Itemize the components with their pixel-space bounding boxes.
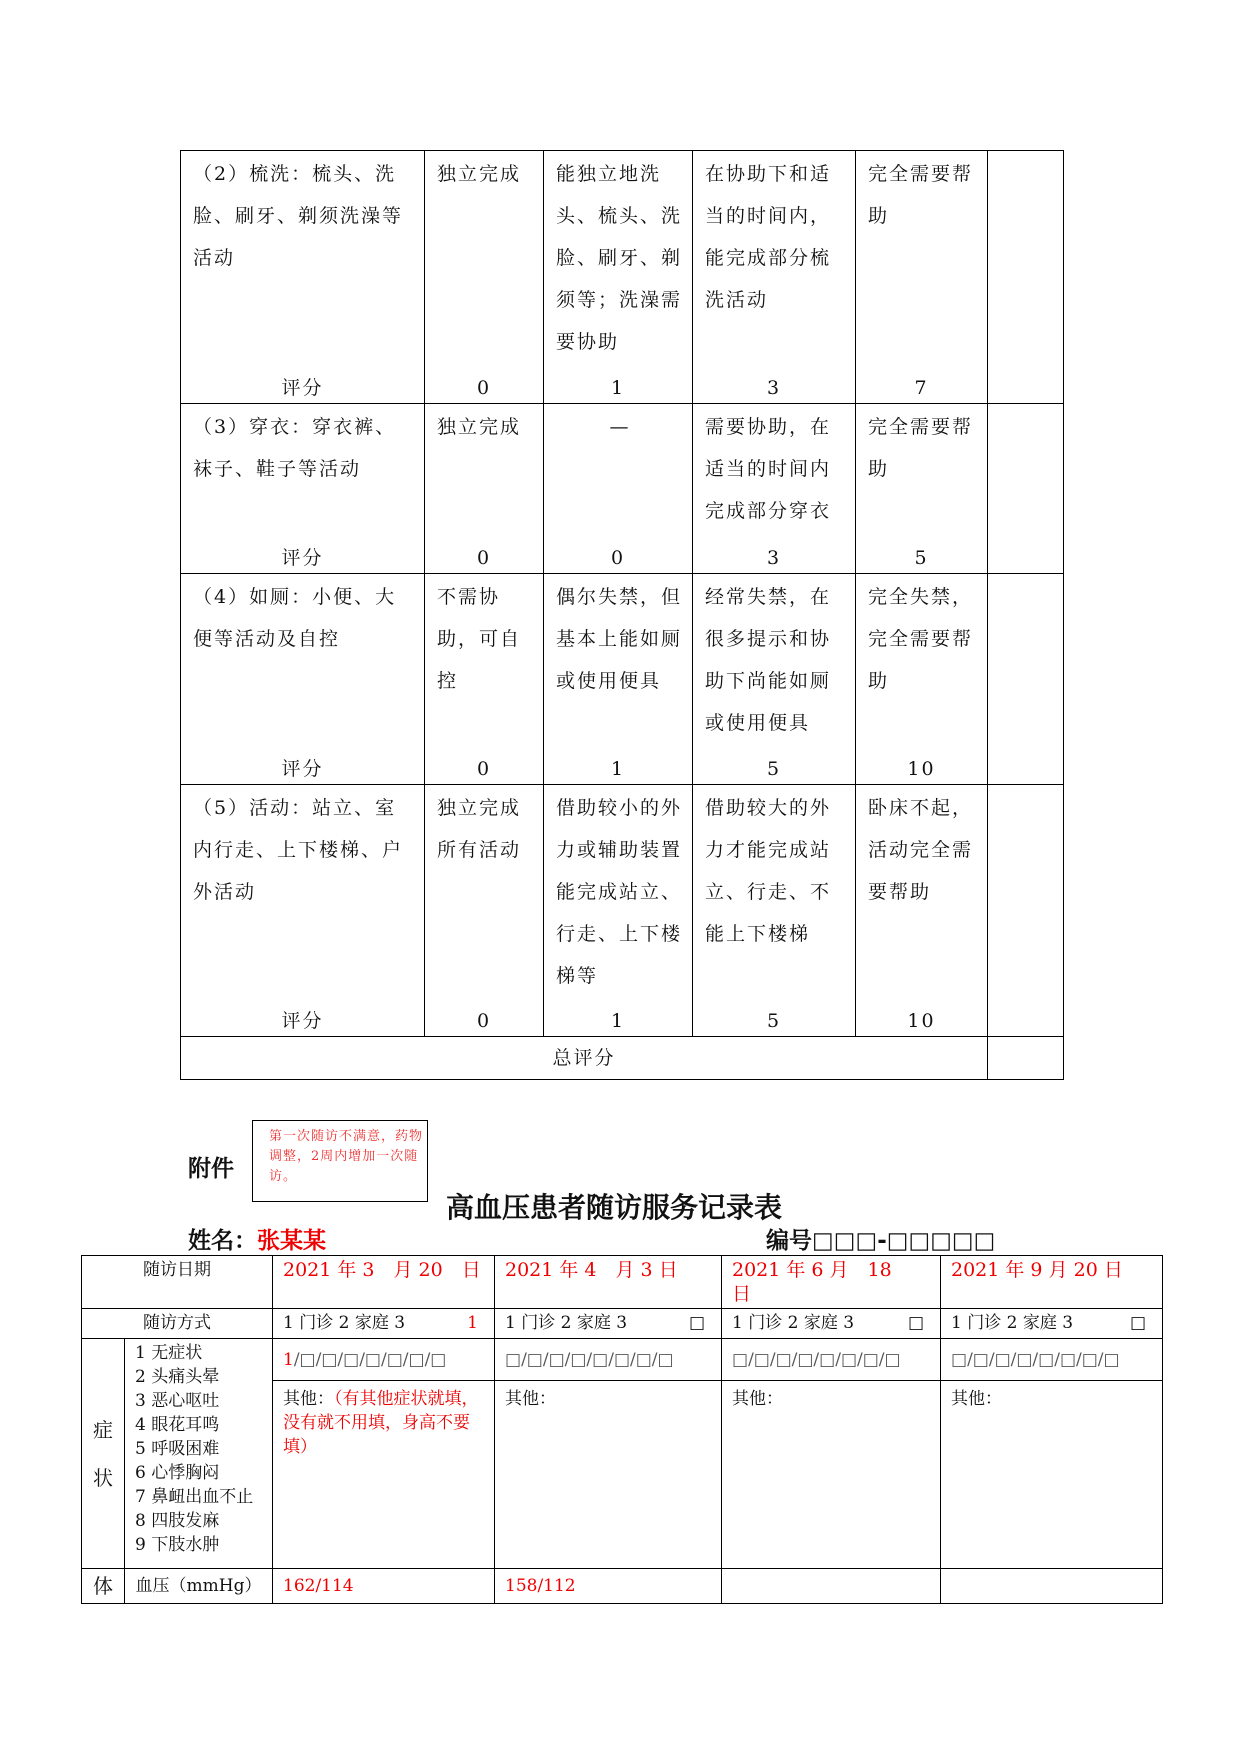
visit-date[interactable]: 2021 年 9 月 20 日 [941, 1256, 1163, 1309]
followup-table [81, 1255, 1163, 1604]
level-score: 1 [610, 758, 626, 780]
symptom-rest: /□/□/□/□/□/□/□ [293, 1349, 447, 1370]
score-label: 评分 [281, 377, 324, 399]
adl-level-cell [544, 404, 693, 574]
symptom-rest: /□/□/□/□/□/□/□ [521, 1349, 674, 1370]
level-desc: 卧床不起，活动完全需要帮助 [868, 797, 974, 903]
attachment-label: 附件 [188, 1156, 234, 1182]
level-desc: 借助较大的外力才能完成站立、行走、不能上下楼梯 [705, 797, 832, 945]
method-value: □ [1129, 1313, 1146, 1333]
level-score: 3 [766, 377, 782, 399]
adl-row [181, 785, 1064, 1037]
adl-item-text: （4）如厕：小便、大便等活动及自控 [193, 586, 397, 650]
level-desc: 完全需要帮助 [868, 416, 974, 480]
symptom-rest: /□/□/□/□/□/□/□ [967, 1349, 1120, 1370]
total-score-label: 总评分 [181, 1037, 988, 1080]
score-input-cell[interactable] [988, 404, 1064, 574]
symptom-group-label: 症 状 [82, 1339, 125, 1569]
level-desc: 经常失禁，在很多提示和协助下尚能如厕或使用便具 [705, 586, 832, 734]
method-options: 1 门诊 2 家庭 3 [283, 1313, 406, 1333]
adl-level-cell [693, 151, 856, 404]
symptom-option: 5 呼吸困难 [135, 1439, 220, 1459]
symptom-first: □ [732, 1349, 749, 1370]
level-desc: 偶尔失禁，但基本上能如厕或使用便具 [556, 586, 683, 692]
annotation-note: 第一次随访不满意，药物调整，2周内增加一次随访。 [252, 1120, 428, 1202]
name-value[interactable]: 张某某 [257, 1228, 326, 1254]
name-label: 姓名： [188, 1228, 257, 1254]
level-score: 1 [610, 377, 626, 399]
adl-level-cell [693, 785, 856, 1037]
level-desc: 完全失禁，完全需要帮助 [868, 586, 974, 692]
adl-item-cell [181, 574, 425, 785]
bp-value[interactable]: 162/114 [273, 1569, 495, 1604]
other-value: （有其他症状就填，没有就不用填，身高不要填） [283, 1389, 479, 1457]
bp-value[interactable]: 158/112 [495, 1569, 722, 1604]
adl-level-cell [856, 404, 988, 574]
level-score: 7 [914, 377, 929, 399]
visit-date[interactable]: 2021 年 6 月 18 日 [722, 1256, 941, 1309]
level-desc: 独立完成 [437, 416, 522, 438]
symptom-option: 8 四肢发麻 [135, 1511, 220, 1531]
method-value: 1 [467, 1313, 478, 1333]
adl-row [181, 404, 1064, 574]
symptom-selection[interactable] [273, 1339, 495, 1381]
adl-item-text: （3）穿衣：穿衣裤、袜子、鞋子等活动 [193, 416, 397, 480]
score-input-cell[interactable] [988, 574, 1064, 785]
method-value: □ [688, 1313, 705, 1333]
score-input-cell[interactable] [988, 151, 1064, 404]
other-symptoms[interactable] [941, 1381, 1163, 1569]
method-options: 1 门诊 2 家庭 3 [732, 1313, 855, 1333]
other-label: 其他： [505, 1389, 556, 1409]
symptom-selection[interactable] [941, 1339, 1163, 1381]
level-desc: 完全需要帮助 [868, 163, 974, 227]
adl-row [181, 151, 1064, 404]
level-desc: — [609, 416, 631, 438]
level-desc: 借助较小的外力或辅助装置能完成站立、行走、上下楼梯等 [556, 797, 683, 987]
level-desc: 能独立地洗头、梳头、洗脸、刷牙、剃须等；洗澡需要协助 [556, 163, 683, 353]
symptom-option: 9 下肢水肿 [135, 1535, 220, 1555]
level-score: 5 [914, 547, 929, 569]
total-score-row [181, 1037, 1064, 1080]
level-desc: 不需协助，可自控 [437, 586, 522, 692]
total-score-value[interactable] [988, 1037, 1064, 1080]
level-score: 0 [610, 547, 626, 569]
level-score: 10 [907, 1010, 936, 1032]
adl-score-table [180, 150, 1064, 1080]
symptom-list [125, 1339, 273, 1569]
symptom-option: 6 心悸胸闷 [135, 1463, 220, 1483]
adl-level-cell [693, 574, 856, 785]
symptom-first: □ [505, 1349, 522, 1370]
adl-row [181, 574, 1064, 785]
other-label: 其他： [951, 1389, 1002, 1409]
bp-label: 血压（mmHg） [125, 1569, 273, 1604]
symptom-rest: /□/□/□/□/□/□/□ [748, 1349, 901, 1370]
symptom-selection[interactable] [722, 1339, 941, 1381]
patient-name [188, 1222, 326, 1255]
form-title: 高血压患者随访服务记录表 [446, 1191, 783, 1224]
adl-item-cell [181, 404, 425, 574]
other-symptoms[interactable] [273, 1381, 495, 1569]
symptom-first: 1 [283, 1349, 294, 1370]
adl-level-cell [693, 404, 856, 574]
symptom-first: □ [951, 1349, 968, 1370]
visit-method[interactable] [273, 1309, 495, 1339]
symptom-option: 1 无症状 [135, 1343, 203, 1363]
adl-level-cell [856, 785, 988, 1037]
adl-level-cell [425, 574, 544, 785]
symptom-option: 4 眼花耳鸣 [135, 1415, 220, 1435]
level-desc: 需要协助，在适当的时间内完成部分穿衣 [705, 416, 832, 522]
adl-level-cell [425, 151, 544, 404]
other-symptoms[interactable] [722, 1381, 941, 1569]
adl-item-text: （5）活动：站立、室内行走、上下楼梯、户外活动 [193, 797, 404, 903]
adl-item-cell [181, 785, 425, 1037]
other-label: 其他： [283, 1389, 334, 1409]
level-score: 1 [610, 1010, 626, 1032]
visit-method[interactable] [941, 1309, 1163, 1339]
level-score: 0 [476, 377, 492, 399]
adl-level-cell [544, 151, 693, 404]
adl-level-cell [425, 404, 544, 574]
adl-level-cell [425, 785, 544, 1037]
level-score: 0 [476, 547, 492, 569]
adl-level-cell [856, 151, 988, 404]
visit-date[interactable]: 2021 年 3 月 20 日 [273, 1256, 495, 1309]
method-value: □ [907, 1313, 924, 1333]
level-desc: 独立完成所有活动 [437, 797, 522, 861]
level-score: 5 [766, 758, 782, 780]
level-score: 5 [766, 1010, 782, 1032]
bp-value[interactable] [941, 1569, 1163, 1604]
symptom-option: 7 鼻衄出血不止 [135, 1487, 254, 1507]
method-label: 随访方式 [82, 1309, 273, 1339]
adl-level-cell [856, 574, 988, 785]
bp-value[interactable] [722, 1569, 941, 1604]
date-label: 随访日期 [82, 1256, 273, 1309]
adl-level-cell [544, 574, 693, 785]
visit-method[interactable] [722, 1309, 941, 1339]
score-input-cell[interactable] [988, 785, 1064, 1037]
adl-item-cell [181, 151, 425, 404]
body-label: 体 [82, 1569, 125, 1604]
level-score: 3 [766, 547, 782, 569]
level-score: 10 [907, 758, 936, 780]
symptom-selection[interactable] [495, 1339, 722, 1381]
level-desc: 在协助下和适当的时间内，能完成部分梳洗活动 [705, 163, 832, 311]
adl-level-cell [544, 785, 693, 1037]
other-label: 其他： [732, 1389, 783, 1409]
visit-method[interactable] [495, 1309, 722, 1339]
level-desc: 独立完成 [437, 163, 522, 185]
score-label: 评分 [281, 758, 324, 780]
method-options: 1 门诊 2 家庭 3 [505, 1313, 628, 1333]
level-score: 0 [476, 1010, 492, 1032]
symptom-option: 3 恶心呕吐 [135, 1391, 220, 1411]
other-symptoms[interactable] [495, 1381, 722, 1569]
record-code[interactable]: 编号□□□-□□□□□ [766, 1228, 996, 1254]
visit-date[interactable]: 2021 年 4 月 3 日 [495, 1256, 722, 1309]
score-label: 评分 [281, 547, 324, 569]
adl-item-text: （2）梳洗：梳头、洗脸、刷牙、剃须洗澡等活动 [193, 163, 404, 269]
symptom-option: 2 头痛头晕 [135, 1367, 220, 1387]
level-score: 0 [476, 758, 492, 780]
score-label: 评分 [281, 1010, 324, 1032]
method-options: 1 门诊 2 家庭 3 [951, 1313, 1074, 1333]
